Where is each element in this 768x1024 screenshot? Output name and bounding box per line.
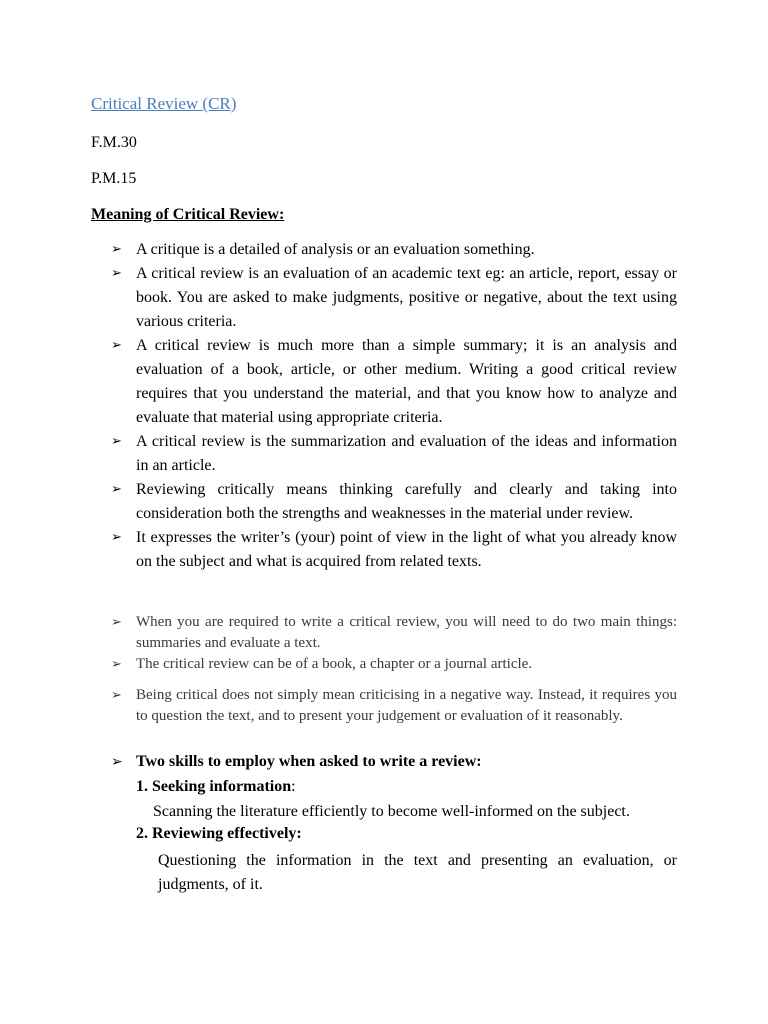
arrow-bullet-icon: ➢ [111,482,122,497]
bullet-text: A critique is a detailed of analysis or an evaluation something. [136,241,535,258]
skill-1-label [136,778,296,796]
critical-bullet-list [111,685,677,727]
arrow-bullet-icon: ➢ [111,754,123,770]
list-item [111,334,677,430]
bullet-text: When you are required to write a critical review, you will need to do two main things: summaries and evaluate a text. [136,614,677,651]
arrow-bullet-icon: ➢ [111,615,122,630]
arrow-bullet-icon: ➢ [111,338,122,353]
skill-1-label-text: 1. Seeking information [136,778,292,795]
skills-heading-text: Two skills to employ when asked to write a review: [136,753,482,770]
list-item [111,612,677,654]
arrow-bullet-icon: ➢ [111,434,122,449]
bullet-text: It expresses the writer’s (your) point of view in the light of what you already know on the subject and what is acquired from related texts. [136,529,677,570]
arrow-bullet-icon: ➢ [111,266,122,281]
skill-2-description: Questioning the information in the text and presenting an evaluation, or judgments, of it. [158,852,677,893]
list-item [111,478,677,526]
skill-1-colon: : [291,778,296,795]
list-item [111,262,677,334]
skill-2-label: 2. Reviewing effectively: [136,825,302,842]
bullet-text: Reviewing critically means thinking carefully and clearly and taking into consideration both the strengths and weaknesses in the material under review. [136,481,677,522]
full-marks: F.M.30 [91,134,137,151]
main-bullet-list [111,238,677,574]
skills-heading [111,753,677,771]
list-item [111,238,677,262]
list-item [111,685,677,727]
skill-1-description: Scanning the literature efficiently to become well-informed on the subject. [153,803,630,820]
secondary-bullet-list [111,612,677,675]
list-item [111,430,677,478]
arrow-bullet-icon: ➢ [111,688,122,703]
bullet-text: Being critical does not simply mean criticising in a negative way. Instead, it requires you to question the text, and to present your judgement or evaluation of it reasonably. [136,687,677,724]
arrow-bullet-icon: ➢ [111,530,122,545]
list-item [111,654,677,675]
section-heading: Meaning of Critical Review: [91,206,285,223]
bullet-text: A critical review is the summarization and evaluation of the ideas and information in an article. [136,433,677,474]
arrow-bullet-icon: ➢ [111,242,122,257]
document-title: Critical Review (CR) [91,94,237,113]
list-item [111,526,677,574]
bullet-text: A critical review is an evaluation of an academic text eg: an article, report, essay or book. You are asked to make judgments, positive or negative, about the text using various criteria. [136,265,677,330]
arrow-bullet-icon: ➢ [111,657,122,672]
bullet-text: The critical review can be of a book, a chapter or a journal article. [136,656,533,672]
bullet-text: A critical review is much more than a simple summary; it is an analysis and evaluation of a book, article, or other medium. Writing a good critical review requires that you understand the material, and that you know how to analyze and evaluate that material using appropriate criteria. [136,337,677,426]
pass-marks: P.M.15 [91,170,137,187]
